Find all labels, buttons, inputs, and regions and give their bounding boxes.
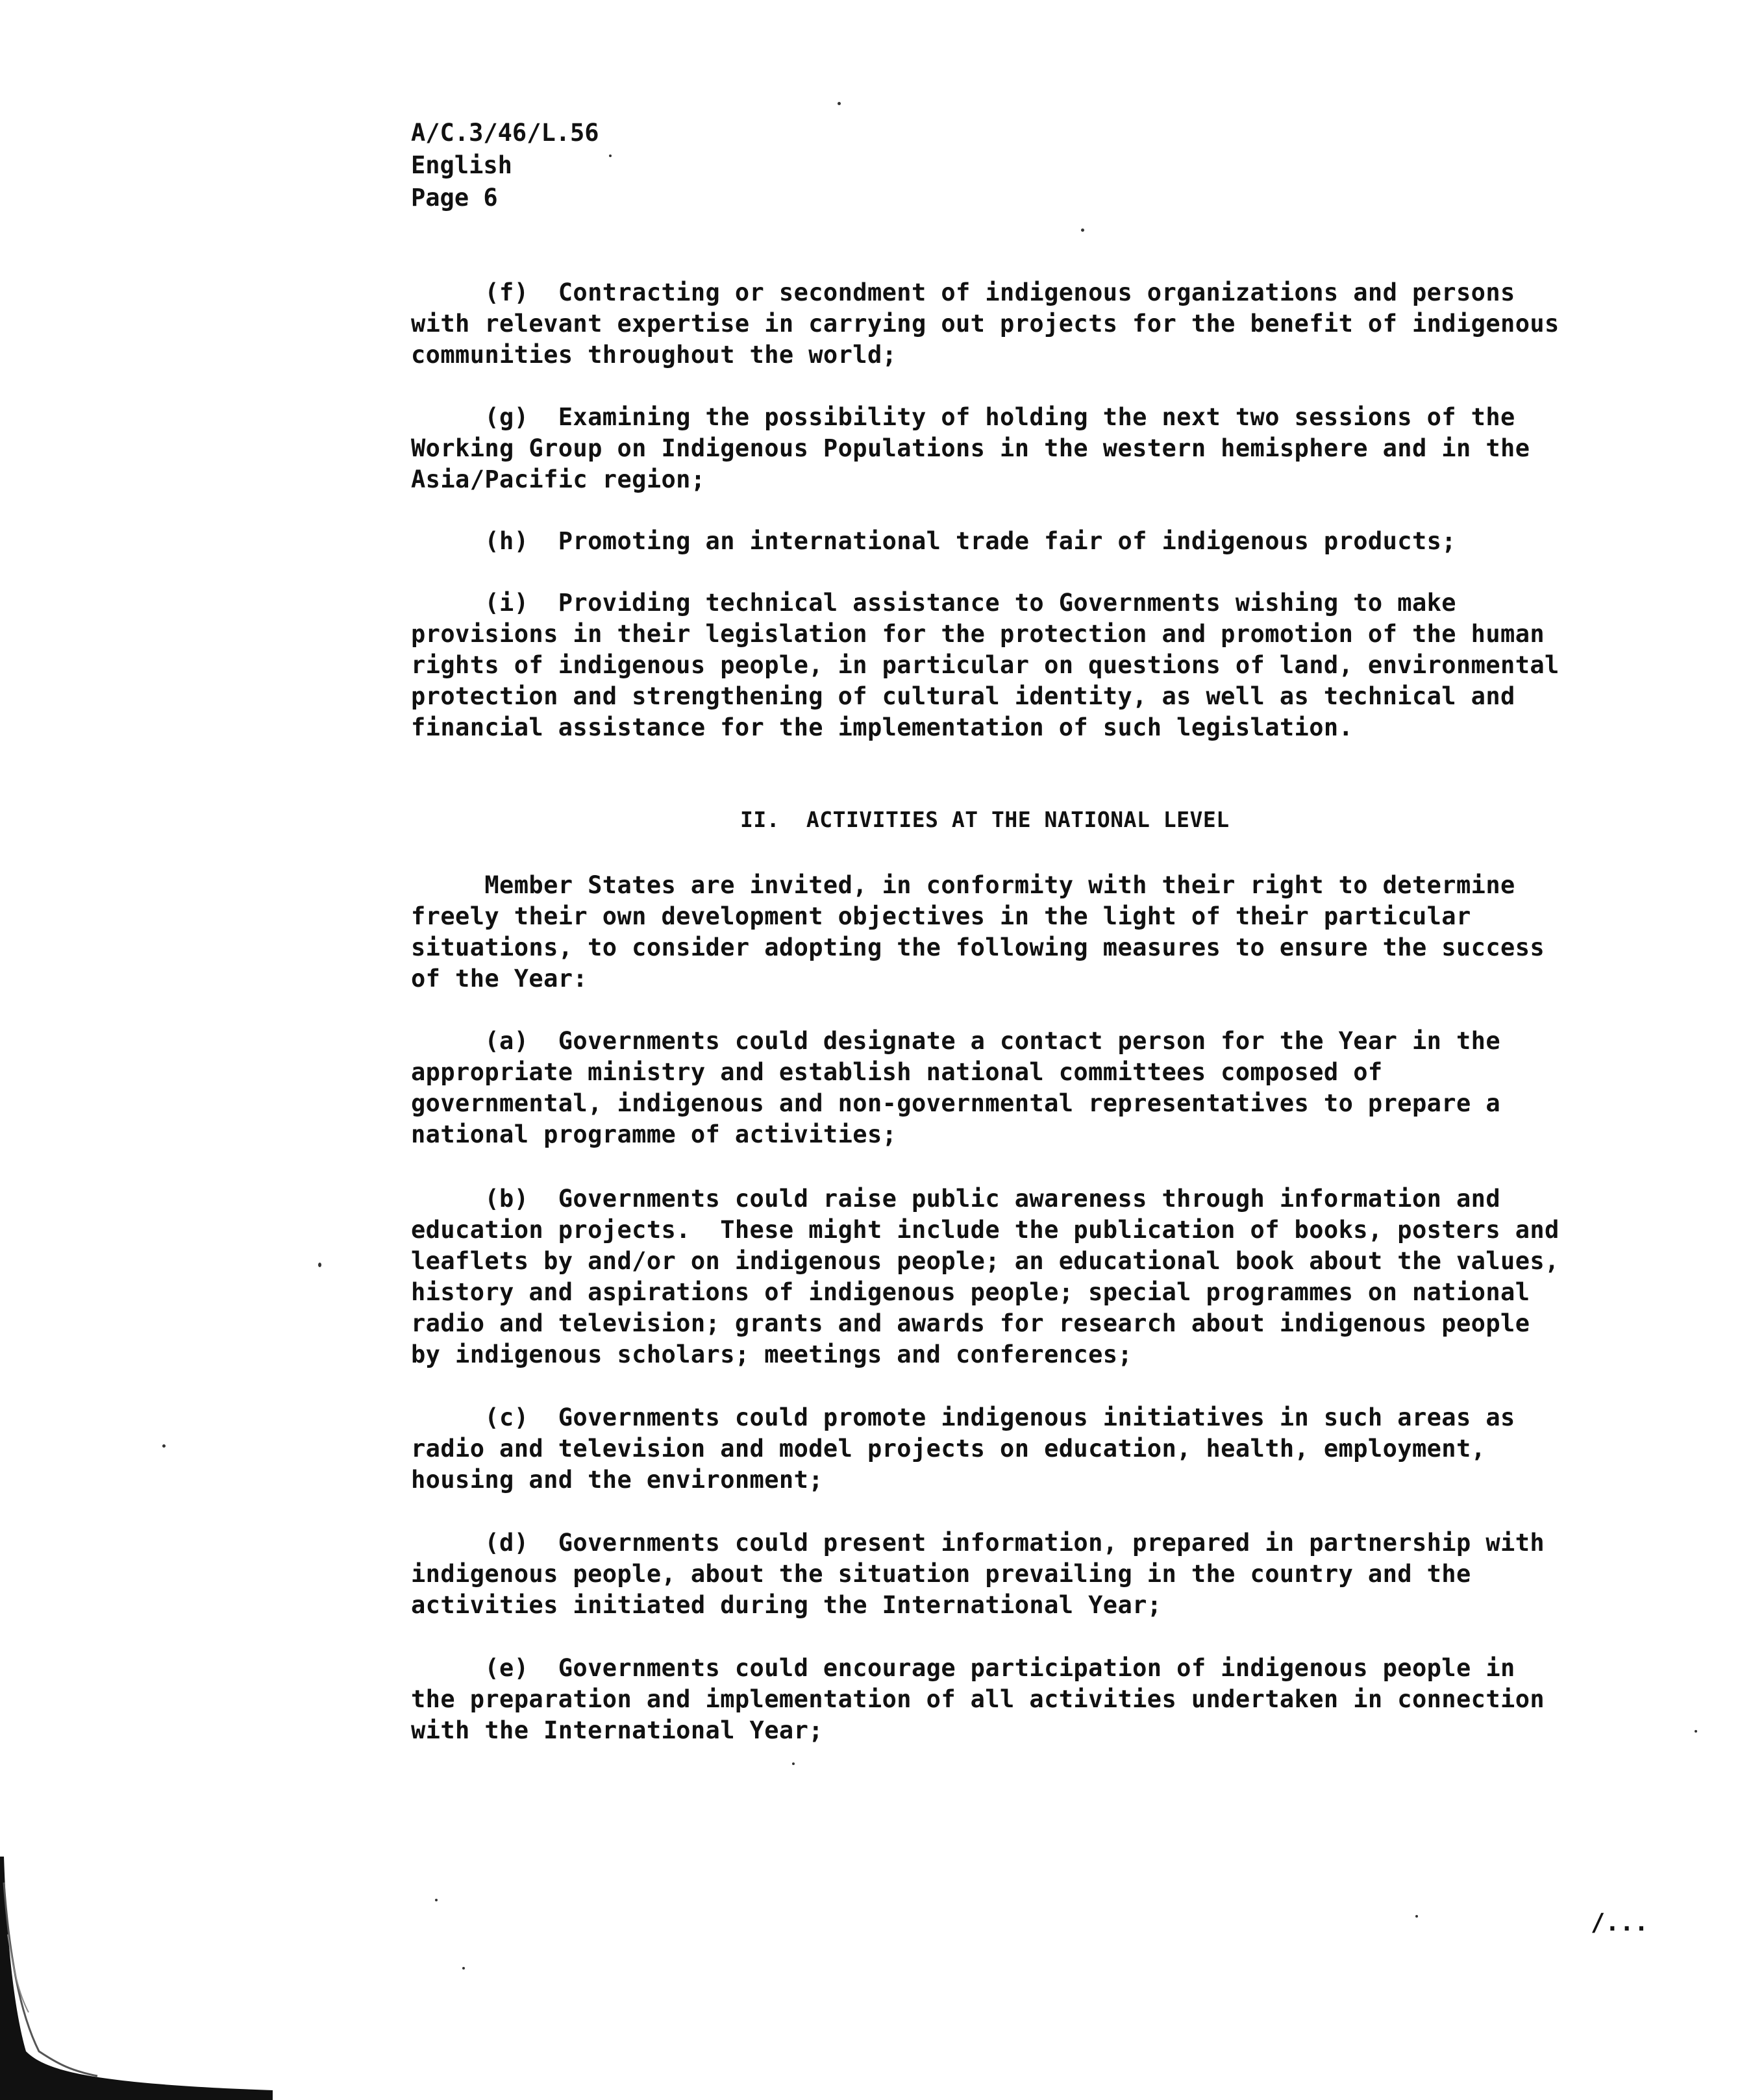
text-line: education projects. These might include the publication of books, posters and: [411, 1216, 1560, 1244]
text-line: Member States are invited, in conformity with their right to determine: [411, 871, 1515, 899]
paragraph-c: [411, 1402, 1664, 1496]
text-line: of the Year:: [411, 965, 588, 993]
scan-speck: [1081, 229, 1084, 232]
paragraph-intro: [411, 870, 1664, 994]
text-line: radio and television; grants and awards for research about indigenous people: [411, 1309, 1530, 1337]
text-line: communities throughout the world;: [411, 341, 897, 369]
text-line: leaflets by and/or on indigenous people; an educational book about the values,: [411, 1247, 1560, 1275]
paragraph-h: [411, 526, 1664, 557]
text-line: by indigenous scholars; meetings and conferences;: [411, 1340, 1133, 1368]
scan-speck: [609, 154, 612, 157]
document-symbol: A/C.3/46/L.56: [411, 119, 599, 147]
text-line: freely their own development objectives in the light of their particular: [411, 902, 1471, 930]
text-line: situations, to consider adopting the following measures to ensure the success: [411, 933, 1545, 961]
text-line: with relevant expertise in carrying out projects for the benefit of indigenous: [411, 310, 1560, 338]
text-line: (h) Promoting an international trade fair of indigenous products;: [411, 527, 1456, 555]
text-line: (f) Contracting or secondment of indigenous organizations and persons: [411, 278, 1515, 306]
text-line: rights of indigenous people, in particular on questions of land, environmental: [411, 651, 1560, 679]
text-line: (d) Governments could present information, prepared in partnership with: [411, 1529, 1545, 1557]
text-line: financial assistance for the implementation of such legislation.: [411, 713, 1354, 741]
page-number: Page 6: [411, 184, 498, 212]
paragraph-b: [411, 1183, 1664, 1370]
text-line: national programme of activities;: [411, 1120, 897, 1148]
paragraph-g: [411, 402, 1664, 495]
text-line: (e) Governments could encourage participation of indigenous people in: [411, 1654, 1515, 1682]
text-line: housing and the environment;: [411, 1466, 823, 1494]
text-line: (a) Governments could designate a contact person for the Year in the: [411, 1027, 1501, 1055]
text-line: history and aspirations of indigenous people; special programmes on national: [411, 1278, 1530, 1306]
text-line: radio and television and model projects on education, health, employment,: [411, 1435, 1486, 1463]
paragraph-f: [411, 277, 1664, 371]
scan-speck: [162, 1444, 166, 1448]
text-line: activities initiated during the International Year;: [411, 1591, 1162, 1619]
text-line: appropriate ministry and establish national committees composed of: [411, 1058, 1383, 1086]
scan-speck: [318, 1263, 321, 1267]
text-line: (g) Examining the possibility of holding the next two sessions of the: [411, 403, 1515, 431]
section-heading: II. ACTIVITIES AT THE NATIONAL LEVEL: [740, 807, 1230, 832]
text-line: Working Group on Indigenous Populations in the western hemisphere and in the: [411, 434, 1530, 462]
scan-speck: [435, 1899, 438, 1901]
text-line: the preparation and implementation of all activities undertaken in connection: [411, 1685, 1545, 1713]
paragraph-i: [411, 587, 1664, 743]
paragraph-d: [411, 1527, 1664, 1621]
scan-speck: [792, 1762, 795, 1765]
scan-speck: [1415, 1915, 1418, 1918]
text-line: Asia/Pacific region;: [411, 465, 706, 493]
text-line: (i) Providing technical assistance to Governments wishing to make: [411, 589, 1456, 617]
continuation-mark: /...: [1591, 1909, 1649, 1936]
scan-speck: [462, 1967, 465, 1970]
paragraph-e: [411, 1653, 1664, 1746]
scan-speck: [1695, 1730, 1697, 1733]
text-line: (c) Governments could promote indigenous initiatives in such areas as: [411, 1403, 1515, 1431]
text-line: with the International Year;: [411, 1716, 823, 1744]
text-line: (b) Governments could raise public awareness through information and: [411, 1185, 1501, 1213]
paragraph-a: [411, 1026, 1664, 1150]
document-header: [411, 117, 599, 214]
text-line: governmental, indigenous and non-governmental representatives to prepare a: [411, 1089, 1501, 1117]
text-line: indigenous people, about the situation prevailing in the country and the: [411, 1560, 1471, 1588]
scan-speck: [838, 102, 841, 105]
text-line: provisions in their legislation for the protection and promotion of the human: [411, 620, 1545, 648]
document-language: English: [411, 151, 512, 179]
text-line: protection and strengthening of cultural identity, as well as technical and: [411, 682, 1515, 710]
scan-edge-shadow: [0, 1857, 273, 2100]
